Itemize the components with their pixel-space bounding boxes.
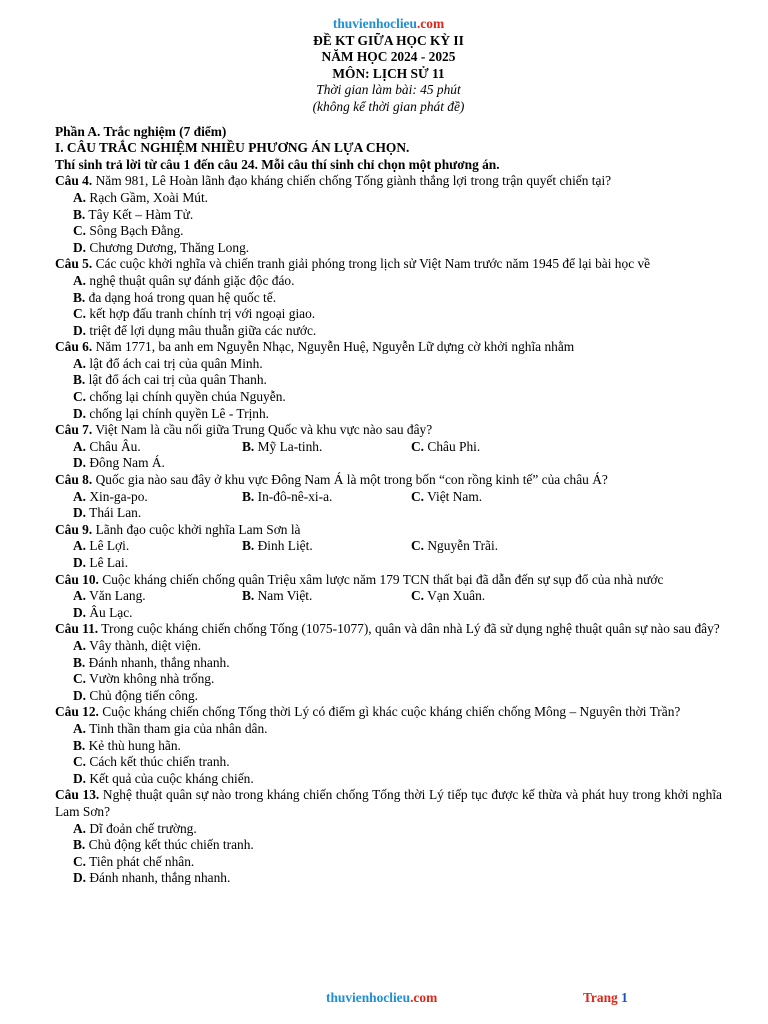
answer-option xyxy=(73,870,411,887)
option-text: Văn Lang. xyxy=(89,588,146,604)
option-text: kết hợp đấu tranh chính trị với ngoại giao. xyxy=(89,306,316,322)
question-text: Cuộc kháng chiến chống Tống thời Lý có điểm gì khác cuộc kháng chiến chống Mông – Nguyên thời Trần? xyxy=(102,704,681,720)
option-text: Tiên phát chế nhân. xyxy=(89,853,195,869)
instruction: Thí sinh trả lời từ câu 1 đến câu 24. Mỗi câu thí sinh chỉ chọn một phương án. xyxy=(55,156,500,172)
answer-option xyxy=(73,240,411,257)
question xyxy=(55,522,722,539)
option-letter: C. xyxy=(73,671,87,687)
option-letter: B. xyxy=(242,538,255,554)
option-text: Việt Nam. xyxy=(427,488,483,504)
answer-option xyxy=(411,588,580,605)
option-text: Mỹ La-tinh. xyxy=(257,438,323,454)
option-letter: A. xyxy=(73,488,87,504)
option-letter: D. xyxy=(73,239,87,255)
question-number: Câu 6. xyxy=(55,339,93,355)
answer-option xyxy=(73,190,411,207)
site-watermark-bottom xyxy=(326,990,437,1006)
option-text: Chủ động tiến công. xyxy=(89,687,198,703)
option-letter: D. xyxy=(73,405,87,421)
option-text: Lê Lợi. xyxy=(89,538,130,554)
answer-option xyxy=(73,588,242,605)
question-text: Năm 1771, ba anh em Nguyễn Nhạc, Nguyễn Huệ, Nguyễn Lữ dựng cờ khởi nghĩa nhằm xyxy=(95,339,575,355)
site-name: thuvienhoclieu xyxy=(332,16,417,31)
question xyxy=(55,173,722,190)
option-text: Tây Kết – Hàm Tử. xyxy=(88,206,194,222)
site-domain: .com xyxy=(416,16,445,31)
question-list xyxy=(55,173,722,887)
question-number: Câu 10. xyxy=(55,571,99,587)
answer-option xyxy=(73,821,411,838)
option-text: Tinh thần tham gia của nhân dân. xyxy=(89,720,268,736)
question-number: Câu 13. xyxy=(55,787,100,803)
question-text: Các cuộc khởi nghĩa và chiến tranh giải phóng trong lịch sử Việt Nam trước năm 1945 để lại bài học về xyxy=(95,256,651,272)
option-text: Dĩ đoản chế trường. xyxy=(89,820,197,836)
option-text: Châu Âu. xyxy=(89,438,141,454)
answer-option xyxy=(242,489,411,506)
page-label: Trang xyxy=(583,990,622,1005)
option-text: Đinh Liệt. xyxy=(257,538,313,554)
answer-option xyxy=(73,638,411,655)
option-text: lật đổ ách cai trị của quân Thanh. xyxy=(88,372,267,388)
answer-option xyxy=(411,439,580,456)
question xyxy=(55,787,722,820)
answer-option xyxy=(242,439,411,456)
site-watermark-top xyxy=(55,16,722,33)
option-letter: C. xyxy=(411,538,425,554)
answer-option xyxy=(73,555,242,572)
option-letter: D. xyxy=(73,770,87,786)
part-heading: Phần A. Trắc nghiệm (7 điểm) xyxy=(55,123,227,139)
option-text: nghệ thuật quân sự đánh giặc độc đáo. xyxy=(89,272,295,288)
answer-option xyxy=(73,738,411,755)
answer-option xyxy=(411,489,580,506)
option-letter: C. xyxy=(73,306,87,322)
question-text: Lãnh đạo cuộc khởi nghĩa Lam Sơn là xyxy=(95,521,301,537)
question-number: Câu 8. xyxy=(55,472,93,488)
question-number: Câu 12. xyxy=(55,704,99,720)
time-limit: Thời gian làm bài: 45 phút xyxy=(316,82,461,98)
option-text: Kết quả của cuộc kháng chiến. xyxy=(89,770,254,786)
answer-option xyxy=(73,771,411,788)
school-year: NĂM HỌC 2024 - 2025 xyxy=(321,49,456,65)
option-letter: D. xyxy=(73,505,87,521)
option-text: Lê Lai. xyxy=(89,555,129,570)
option-text: đa dạng hoá trong quan hệ quốc tế. xyxy=(88,289,277,305)
subject: MÔN: LỊCH SỬ 11 xyxy=(332,65,445,81)
answer-option xyxy=(73,306,411,323)
option-text: Đánh nhanh, thắng nhanh. xyxy=(88,654,230,670)
option-letter: B. xyxy=(73,372,86,388)
option-letter: C. xyxy=(411,438,425,454)
option-text: lật đổ ách cai trị của quân Minh. xyxy=(89,355,263,371)
option-letter: A. xyxy=(73,538,87,554)
option-letter: A. xyxy=(73,355,87,371)
option-text: Thái Lan. xyxy=(89,505,142,521)
exam-page xyxy=(55,16,722,887)
answer-options xyxy=(55,721,722,787)
answer-options xyxy=(55,588,722,621)
question-text: Nghệ thuật quân sự nào trong kháng chiến chống Tống thời Lý tiếp tục được kế thừa và phát huy trong khởi nghĩa Lam Sơn? xyxy=(55,787,722,819)
option-letter: C. xyxy=(411,588,425,604)
answer-option xyxy=(73,389,411,406)
option-text: triệt để lợi dụng mâu thuẫn giữa các nước. xyxy=(89,322,317,338)
answer-option xyxy=(73,721,411,738)
answer-option xyxy=(73,655,411,672)
answer-option xyxy=(73,538,242,555)
option-letter: C. xyxy=(73,223,87,239)
question-number: Câu 5. xyxy=(55,256,93,272)
option-text: Xin-ga-po. xyxy=(89,488,148,504)
option-letter: D. xyxy=(73,604,87,620)
answer-option xyxy=(73,505,242,522)
option-text: Sông Bạch Đằng. xyxy=(89,223,184,239)
option-text: Đông Nam Á. xyxy=(89,455,165,471)
answer-option xyxy=(73,605,242,622)
answer-options xyxy=(55,538,722,571)
option-letter: A. xyxy=(73,189,87,205)
option-text: Nguyễn Trãi. xyxy=(427,538,499,554)
option-letter: C. xyxy=(73,389,87,405)
answer-options xyxy=(55,356,722,422)
question-text: Việt Nam là cầu nối giữa Trung Quốc và khu vực nào sau đây? xyxy=(95,422,433,438)
option-letter: B. xyxy=(242,588,255,604)
question-text: Năm 981, Lê Hoàn lãnh đạo kháng chiến chống Tống giành thắng lợi trong trận quyết chiến tại? xyxy=(95,173,612,189)
option-text: chống lại chính quyền chúa Nguyễn. xyxy=(89,389,286,405)
question xyxy=(55,704,722,721)
question xyxy=(55,339,722,356)
answer-option xyxy=(73,406,411,423)
page-num: 1 xyxy=(621,990,628,1005)
option-letter: C. xyxy=(73,754,87,770)
option-text: Vạn Xuân. xyxy=(427,588,486,604)
answer-option xyxy=(73,837,411,854)
answer-options xyxy=(55,439,722,472)
option-letter: A. xyxy=(73,720,87,736)
section-heading: I. CÂU TRẮC NGHIỆM NHIỀU PHƯƠNG ÁN LỰA CHỌN. xyxy=(55,140,410,156)
question-number: Câu 11. xyxy=(55,621,99,637)
answer-option xyxy=(73,439,242,456)
answer-options xyxy=(55,190,722,256)
option-text: Châu Phi. xyxy=(427,438,481,454)
question xyxy=(55,256,722,273)
option-letter: B. xyxy=(242,438,255,454)
question xyxy=(55,572,722,589)
answer-option xyxy=(73,688,411,705)
answer-option xyxy=(73,273,411,290)
answer-option xyxy=(242,588,411,605)
option-text: Chương Dương, Thăng Long. xyxy=(89,239,250,255)
question xyxy=(55,472,722,489)
footer-site-domain: .com xyxy=(410,990,438,1005)
option-letter: B. xyxy=(73,737,86,753)
answer-options xyxy=(55,638,722,704)
option-letter: D. xyxy=(73,455,87,471)
option-text: Đánh nhanh, thắng nhanh. xyxy=(89,870,231,886)
option-text: Nam Việt. xyxy=(257,588,313,604)
answer-option xyxy=(411,538,580,555)
option-text: Vây thành, diệt viện. xyxy=(89,637,202,653)
option-text: Cách kết thúc chiến tranh. xyxy=(89,754,230,770)
option-text: Chủ động kết thúc chiến tranh. xyxy=(88,837,254,853)
option-letter: D. xyxy=(73,555,87,570)
option-letter: C. xyxy=(411,488,425,504)
option-letter: C. xyxy=(73,853,87,869)
answer-options xyxy=(55,273,722,339)
option-letter: B. xyxy=(73,837,86,853)
answer-option xyxy=(73,290,411,307)
answer-option xyxy=(242,538,411,555)
answer-option xyxy=(73,854,411,871)
page-number xyxy=(583,990,628,1006)
answer-option xyxy=(73,356,411,373)
option-text: Kẻ thù hung hãn. xyxy=(88,737,181,753)
option-text: Rạch Gầm, Xoài Mút. xyxy=(89,189,209,205)
answer-option xyxy=(73,207,411,224)
footer-site-name: thuvienhoclieu xyxy=(326,990,411,1005)
option-text: chống lại chính quyền Lê - Trịnh. xyxy=(89,405,270,421)
option-text: Vườn không nhà trống. xyxy=(89,671,215,687)
option-letter: A. xyxy=(73,438,87,454)
option-letter: A. xyxy=(73,588,87,604)
answer-option xyxy=(73,455,242,472)
question-text: Quốc gia nào sau đây ở khu vực Đông Nam Á là một trong bốn “con rồng kinh tế” của châu Á? xyxy=(95,472,608,488)
question-text: Cuộc kháng chiến chống quân Triệu xâm lược năm 179 TCN thất bại đã dẫn đến sự sụp đổ của nhà nước xyxy=(102,571,664,587)
answer-option xyxy=(73,489,242,506)
option-letter: D. xyxy=(73,687,87,703)
question-number: Câu 7. xyxy=(55,422,93,438)
question-number: Câu 4. xyxy=(55,173,93,189)
question-text: Trong cuộc kháng chiến chống Tống (1075-1077), quân và dân nhà Lý đã sử dụng nghệ thuật quân sự nào sau đây? xyxy=(101,621,720,637)
answer-option xyxy=(73,671,411,688)
answer-option xyxy=(73,223,411,240)
question-number: Câu 9. xyxy=(55,521,93,537)
option-text: Âu Lạc. xyxy=(89,604,133,620)
answer-options xyxy=(55,489,722,522)
option-letter: B. xyxy=(73,654,86,670)
answer-option xyxy=(73,754,411,771)
exam-title: ĐỀ KT GIỮA HỌC KỲ II xyxy=(313,32,464,48)
question xyxy=(55,621,722,638)
option-letter: B. xyxy=(73,206,86,222)
time-note: (không kể thời gian phát đề) xyxy=(312,98,465,114)
page-footer xyxy=(0,990,768,1008)
answer-option xyxy=(73,372,411,389)
option-letter: A. xyxy=(73,272,87,288)
option-text: In-đô-nê-xi-a. xyxy=(257,488,333,504)
option-letter: A. xyxy=(73,637,87,653)
answer-options xyxy=(55,821,722,887)
option-letter: A. xyxy=(73,820,87,836)
option-letter: D. xyxy=(73,322,87,338)
option-letter: B. xyxy=(242,488,255,504)
question xyxy=(55,422,722,439)
option-letter: D. xyxy=(73,870,87,886)
option-letter: B. xyxy=(73,289,86,305)
answer-option xyxy=(73,323,411,340)
